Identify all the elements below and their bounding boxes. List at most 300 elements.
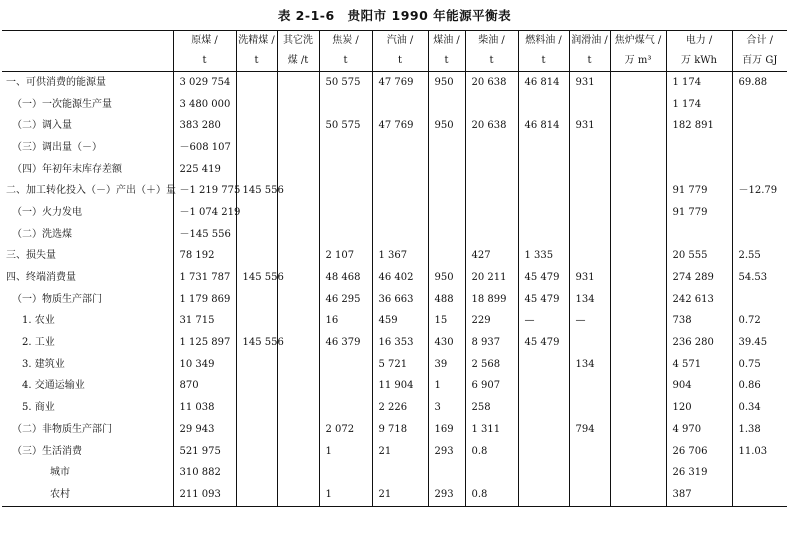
table-cell bbox=[372, 94, 428, 116]
table-cell bbox=[277, 289, 319, 311]
table-cell bbox=[610, 224, 666, 246]
table-cell: 46 295 bbox=[319, 289, 372, 311]
table-cell bbox=[666, 224, 732, 246]
table-cell: 242 613 bbox=[666, 289, 732, 311]
table-cell bbox=[372, 224, 428, 246]
col-header-name: 汽油 / bbox=[372, 31, 428, 52]
table-cell: 182 891 bbox=[666, 115, 732, 137]
table-cell: 15 bbox=[428, 311, 465, 333]
table-cell: 1 335 bbox=[518, 246, 569, 268]
table-cell: 931 bbox=[569, 115, 610, 137]
table-cell: 870 bbox=[173, 376, 236, 398]
table-title: 表 2-1-6 贵阳市 1990 年能源平衡表 bbox=[277, 8, 512, 23]
table-cell bbox=[236, 94, 277, 116]
table-cell: 4 970 bbox=[666, 419, 732, 441]
table-cell bbox=[666, 137, 732, 159]
table-cell bbox=[465, 159, 518, 181]
col-header-name: 燃料油 / bbox=[518, 31, 569, 52]
row-label: 农村 bbox=[2, 484, 173, 506]
table-cell bbox=[319, 354, 372, 376]
row-label: （一）物质生产部门 bbox=[12, 293, 102, 305]
table-cell: 387 bbox=[666, 484, 732, 506]
table-cell: 45 479 bbox=[518, 332, 569, 354]
table-cell: 1.38 bbox=[732, 419, 787, 441]
table-cell: 521 975 bbox=[173, 441, 236, 463]
table-cell: 46 379 bbox=[319, 332, 372, 354]
table-cell bbox=[277, 202, 319, 224]
energy-balance-table bbox=[2, 30, 787, 507]
table-row bbox=[2, 224, 787, 246]
table-row bbox=[2, 115, 787, 137]
table-cell bbox=[236, 376, 277, 398]
table-cell bbox=[236, 115, 277, 137]
table-cell: 69.88 bbox=[732, 72, 787, 94]
table-cell: 45 479 bbox=[518, 289, 569, 311]
table-cell: 0.8 bbox=[465, 484, 518, 506]
col-header-name: 煤油 / bbox=[428, 31, 465, 52]
table-cell bbox=[277, 224, 319, 246]
table-cell: 31 715 bbox=[173, 311, 236, 333]
table-cell: 274 289 bbox=[666, 267, 732, 289]
table-cell bbox=[610, 94, 666, 116]
table-cell: 20 555 bbox=[666, 246, 732, 268]
table-cell: 120 bbox=[666, 397, 732, 419]
table-cell: 145 556 bbox=[236, 332, 277, 354]
table-cell: 1 bbox=[428, 376, 465, 398]
table-cell: 1 125 897 bbox=[173, 332, 236, 354]
table-cell: 459 bbox=[372, 311, 428, 333]
table-cell: 2 568 bbox=[465, 354, 518, 376]
table-cell bbox=[610, 246, 666, 268]
table-cell bbox=[610, 72, 666, 94]
table-cell: 8 937 bbox=[465, 332, 518, 354]
table-cell bbox=[732, 115, 787, 137]
row-label: （一）火力发电 bbox=[12, 206, 82, 218]
col-header-name: 原煤 / bbox=[173, 31, 236, 52]
table-cell bbox=[610, 419, 666, 441]
table-cell: 48 468 bbox=[319, 267, 372, 289]
table-cell bbox=[569, 246, 610, 268]
table-cell bbox=[236, 441, 277, 463]
row-label: 三、损失量 bbox=[6, 250, 56, 262]
table-cell bbox=[569, 202, 610, 224]
table-cell: 1 174 bbox=[666, 94, 732, 116]
table-cell: 46 814 bbox=[518, 72, 569, 94]
table-row bbox=[2, 311, 787, 333]
table-cell: 39.45 bbox=[732, 332, 787, 354]
table-cell: 1 179 869 bbox=[173, 289, 236, 311]
col-header-unit: t bbox=[518, 51, 569, 72]
table-row bbox=[2, 484, 787, 506]
table-cell bbox=[277, 441, 319, 463]
table-cell: 26 706 bbox=[666, 441, 732, 463]
table-row bbox=[2, 72, 787, 94]
table-cell bbox=[236, 246, 277, 268]
table-cell bbox=[236, 202, 277, 224]
table-cell bbox=[569, 159, 610, 181]
row-label: （一）一次能源生产量 bbox=[12, 98, 112, 110]
table-cell bbox=[277, 115, 319, 137]
table-cell: 3 bbox=[428, 397, 465, 419]
table-body bbox=[2, 72, 787, 507]
table-cell bbox=[277, 462, 319, 484]
table-cell: 0.8 bbox=[465, 441, 518, 463]
table-cell: 430 bbox=[428, 332, 465, 354]
table-cell bbox=[236, 419, 277, 441]
row-label: （三）生活消费 bbox=[12, 445, 82, 457]
row-label: 城市 bbox=[50, 467, 70, 479]
table-cell: 383 280 bbox=[173, 115, 236, 137]
table-cell: 47 769 bbox=[372, 115, 428, 137]
table-cell: 2.55 bbox=[732, 246, 787, 268]
table-row bbox=[2, 332, 787, 354]
table-cell bbox=[236, 397, 277, 419]
table-cell: 950 bbox=[428, 115, 465, 137]
table-row bbox=[2, 419, 787, 441]
table-cell: 488 bbox=[428, 289, 465, 311]
table-cell bbox=[518, 441, 569, 463]
table-cell: 950 bbox=[428, 267, 465, 289]
row-label: 3. 建筑业 bbox=[22, 358, 65, 370]
table-cell bbox=[319, 159, 372, 181]
header-row-units bbox=[2, 51, 787, 72]
table-cell: 91 779 bbox=[666, 202, 732, 224]
table-cell bbox=[732, 462, 787, 484]
col-header-unit: 万 m³ bbox=[610, 51, 666, 72]
table-cell bbox=[569, 462, 610, 484]
table-cell bbox=[277, 159, 319, 181]
table-row bbox=[2, 180, 787, 202]
row-label: 4. 交通运输业 bbox=[22, 380, 85, 392]
table-cell bbox=[319, 376, 372, 398]
table-cell bbox=[610, 332, 666, 354]
table-cell bbox=[277, 376, 319, 398]
table-cell: 1 311 bbox=[465, 419, 518, 441]
row-label: （二）洗选煤 bbox=[12, 228, 72, 240]
table-row bbox=[2, 354, 787, 376]
table-cell bbox=[610, 354, 666, 376]
table-cell: 21 bbox=[372, 441, 428, 463]
table-cell bbox=[319, 94, 372, 116]
table-cell: 738 bbox=[666, 311, 732, 333]
table-cell bbox=[465, 202, 518, 224]
table-cell: 134 bbox=[569, 354, 610, 376]
table-row bbox=[2, 159, 787, 181]
table-cell: 50 575 bbox=[319, 72, 372, 94]
table-cell: 20 638 bbox=[465, 72, 518, 94]
table-cell bbox=[518, 159, 569, 181]
col-header-unit: 百万 GJ bbox=[732, 51, 787, 72]
header-blank bbox=[2, 51, 173, 72]
table-cell: 3 480 000 bbox=[173, 94, 236, 116]
table-cell bbox=[610, 289, 666, 311]
table-cell bbox=[518, 224, 569, 246]
table-cell bbox=[610, 115, 666, 137]
col-header-name: 电力 / bbox=[666, 31, 732, 52]
table-row bbox=[2, 462, 787, 484]
row-label: （二）调入量 bbox=[12, 120, 72, 132]
table-cell: 3 029 754 bbox=[173, 72, 236, 94]
table-cell bbox=[569, 332, 610, 354]
table-cell bbox=[518, 202, 569, 224]
table-cell: 0.72 bbox=[732, 311, 787, 333]
table-cell: 145 556 bbox=[236, 180, 277, 202]
table-cell: 4 571 bbox=[666, 354, 732, 376]
table-cell: 16 bbox=[319, 311, 372, 333]
col-header-unit: 煤 /t bbox=[277, 51, 319, 72]
table-cell bbox=[277, 246, 319, 268]
table-cell bbox=[319, 224, 372, 246]
table-cell bbox=[569, 484, 610, 506]
table-cell: 29 943 bbox=[173, 419, 236, 441]
table-cell bbox=[236, 224, 277, 246]
table-cell bbox=[236, 159, 277, 181]
table-cell: 2 226 bbox=[372, 397, 428, 419]
table-cell bbox=[236, 354, 277, 376]
table-cell bbox=[236, 462, 277, 484]
table-cell: 0.86 bbox=[732, 376, 787, 398]
table-cell bbox=[610, 202, 666, 224]
table-cell bbox=[569, 180, 610, 202]
table-cell bbox=[319, 397, 372, 419]
table-cell bbox=[569, 376, 610, 398]
table-cell bbox=[319, 202, 372, 224]
col-header-unit: t bbox=[236, 51, 277, 72]
table-cell: 11.03 bbox=[732, 441, 787, 463]
table-cell bbox=[518, 354, 569, 376]
table-cell: 931 bbox=[569, 72, 610, 94]
table-row bbox=[2, 397, 787, 419]
table-cell bbox=[518, 397, 569, 419]
table-cell bbox=[277, 94, 319, 116]
table-cell bbox=[732, 159, 787, 181]
table-cell bbox=[610, 441, 666, 463]
table-cell: 20 211 bbox=[465, 267, 518, 289]
table-cell bbox=[277, 397, 319, 419]
table-cell: 2 072 bbox=[319, 419, 372, 441]
table-cell bbox=[428, 159, 465, 181]
row-label: 5. 商业 bbox=[22, 402, 55, 414]
table-cell bbox=[428, 246, 465, 268]
table-cell bbox=[372, 462, 428, 484]
col-header-unit: t bbox=[319, 51, 372, 72]
table-cell bbox=[428, 224, 465, 246]
row-label: （四）年初年末库存差额 bbox=[12, 163, 122, 175]
table-cell bbox=[518, 180, 569, 202]
table-cell: 21 bbox=[372, 484, 428, 506]
table-cell: 16 353 bbox=[372, 332, 428, 354]
table-cell bbox=[732, 484, 787, 506]
table-cell bbox=[610, 311, 666, 333]
table-cell: 6 907 bbox=[465, 376, 518, 398]
table-cell: 134 bbox=[569, 289, 610, 311]
row-label: 2. 工业 bbox=[22, 337, 55, 349]
table-cell bbox=[236, 289, 277, 311]
table-cell bbox=[518, 419, 569, 441]
table-cell: 11 904 bbox=[372, 376, 428, 398]
table-cell bbox=[372, 159, 428, 181]
table-cell: 45 479 bbox=[518, 267, 569, 289]
table-cell: 0.34 bbox=[732, 397, 787, 419]
table-cell bbox=[236, 484, 277, 506]
col-header-name: 洗精煤 / bbox=[236, 31, 277, 52]
table-cell bbox=[236, 137, 277, 159]
table-cell: 47 769 bbox=[372, 72, 428, 94]
table-cell: 91 779 bbox=[666, 180, 732, 202]
table-cell bbox=[610, 462, 666, 484]
table-cell: 293 bbox=[428, 441, 465, 463]
col-header-unit: t bbox=[372, 51, 428, 72]
table-cell bbox=[610, 137, 666, 159]
table-row bbox=[2, 441, 787, 463]
table-cell: 1 731 787 bbox=[173, 267, 236, 289]
table-row bbox=[2, 202, 787, 224]
table-cell bbox=[372, 180, 428, 202]
row-label: 1. 农业 bbox=[22, 315, 55, 327]
table-cell bbox=[236, 72, 277, 94]
table-cell: 18 899 bbox=[465, 289, 518, 311]
table-cell bbox=[666, 159, 732, 181]
table-cell: — bbox=[518, 311, 569, 333]
row-label: （二）非物质生产部门 bbox=[12, 423, 112, 435]
table-cell: 0.75 bbox=[732, 354, 787, 376]
table-cell bbox=[428, 94, 465, 116]
table-cell: 258 bbox=[465, 397, 518, 419]
table-cell: 293 bbox=[428, 484, 465, 506]
table-cell: 54.53 bbox=[732, 267, 787, 289]
col-header-unit: t bbox=[173, 51, 236, 72]
table-cell bbox=[610, 376, 666, 398]
row-label: 一、可供消费的能源量 bbox=[6, 76, 106, 88]
table-cell: 46 814 bbox=[518, 115, 569, 137]
col-header-name: 润滑油 / bbox=[569, 31, 610, 52]
table-cell bbox=[277, 354, 319, 376]
table-cell bbox=[465, 462, 518, 484]
table-cell: — bbox=[569, 311, 610, 333]
row-label: （三）调出量（－） bbox=[12, 141, 102, 153]
table-cell bbox=[732, 94, 787, 116]
col-header-name: 合计 / bbox=[732, 31, 787, 52]
table-cell bbox=[569, 94, 610, 116]
col-header-name: 柴油 / bbox=[465, 31, 518, 52]
table-cell: 11 038 bbox=[173, 397, 236, 419]
header-blank bbox=[2, 31, 173, 52]
table-cell: 225 419 bbox=[173, 159, 236, 181]
table-cell: 1 367 bbox=[372, 246, 428, 268]
table-cell bbox=[518, 484, 569, 506]
table-row bbox=[2, 267, 787, 289]
row-label: 四、终端消费量 bbox=[6, 272, 76, 284]
col-header-name: 其它洗 bbox=[277, 31, 319, 52]
table-cell bbox=[236, 311, 277, 333]
col-header-unit: 万 kWh bbox=[666, 51, 732, 72]
table-cell: 1 174 bbox=[666, 72, 732, 94]
table-cell: 236 280 bbox=[666, 332, 732, 354]
table-cell bbox=[428, 202, 465, 224]
table-cell bbox=[277, 484, 319, 506]
table-cell bbox=[732, 202, 787, 224]
col-header-name: 焦炭 / bbox=[319, 31, 372, 52]
table-cell: 211 093 bbox=[173, 484, 236, 506]
table-cell: 950 bbox=[428, 72, 465, 94]
table-cell bbox=[277, 311, 319, 333]
table-cell bbox=[569, 441, 610, 463]
table-cell bbox=[319, 462, 372, 484]
table-cell: 427 bbox=[465, 246, 518, 268]
table-cell: 10 349 bbox=[173, 354, 236, 376]
table-row bbox=[2, 376, 787, 398]
table-cell bbox=[732, 137, 787, 159]
table-cell: －608 107 bbox=[173, 137, 236, 159]
table-cell bbox=[610, 267, 666, 289]
table-cell bbox=[465, 180, 518, 202]
table-cell bbox=[732, 289, 787, 311]
table-cell: 1 bbox=[319, 441, 372, 463]
table-cell: 20 638 bbox=[465, 115, 518, 137]
table-cell bbox=[569, 137, 610, 159]
table-cell bbox=[372, 202, 428, 224]
col-header-unit: t bbox=[428, 51, 465, 72]
table-cell: 310 882 bbox=[173, 462, 236, 484]
table-cell: －1 074 219 bbox=[173, 202, 236, 224]
table-cell bbox=[277, 137, 319, 159]
table-cell: －12.79 bbox=[732, 180, 787, 202]
table-cell bbox=[428, 462, 465, 484]
table-cell: 931 bbox=[569, 267, 610, 289]
table-cell: 78 192 bbox=[173, 246, 236, 268]
table-cell bbox=[465, 224, 518, 246]
table-cell: 50 575 bbox=[319, 115, 372, 137]
col-header-name: 焦炉煤气 / bbox=[610, 31, 666, 52]
table-cell bbox=[610, 159, 666, 181]
table-cell bbox=[518, 94, 569, 116]
table-cell bbox=[319, 137, 372, 159]
table-cell bbox=[610, 397, 666, 419]
table-cell bbox=[428, 137, 465, 159]
table-row bbox=[2, 137, 787, 159]
table-cell: 9 718 bbox=[372, 419, 428, 441]
table-cell: 46 402 bbox=[372, 267, 428, 289]
table-cell bbox=[610, 484, 666, 506]
table-cell bbox=[465, 94, 518, 116]
table-cell bbox=[610, 180, 666, 202]
table-cell bbox=[518, 462, 569, 484]
table-row bbox=[2, 289, 787, 311]
table-cell bbox=[428, 180, 465, 202]
table-cell bbox=[277, 419, 319, 441]
table-cell bbox=[518, 137, 569, 159]
table-cell: 145 556 bbox=[236, 267, 277, 289]
table-cell: 39 bbox=[428, 354, 465, 376]
table-cell: 1 bbox=[319, 484, 372, 506]
table-cell: 26 319 bbox=[666, 462, 732, 484]
header-row-names bbox=[2, 31, 787, 52]
table-cell: 904 bbox=[666, 376, 732, 398]
table-cell: 169 bbox=[428, 419, 465, 441]
table-cell bbox=[732, 224, 787, 246]
table-row bbox=[2, 94, 787, 116]
col-header-unit: t bbox=[569, 51, 610, 72]
table-row bbox=[2, 246, 787, 268]
table-cell: 5 721 bbox=[372, 354, 428, 376]
col-header-unit: t bbox=[465, 51, 518, 72]
table-cell bbox=[465, 137, 518, 159]
table-cell bbox=[372, 137, 428, 159]
table-cell: －145 556 bbox=[173, 224, 236, 246]
table-cell: 2 107 bbox=[319, 246, 372, 268]
table-cell bbox=[518, 376, 569, 398]
row-label: 二、加工转化投入（－）产出（＋）量 bbox=[6, 185, 176, 197]
